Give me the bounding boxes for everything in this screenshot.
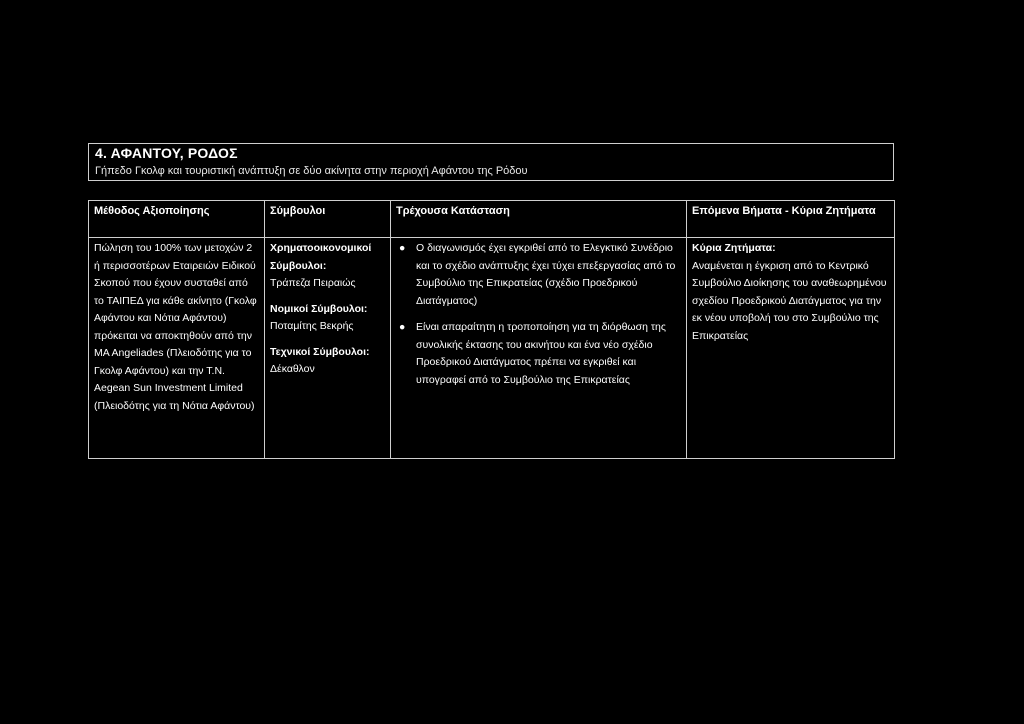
section-subtitle: Γήπεδο Γκολφ και τουριστική ανάπτυξη σε δύο ακίνητα στην περιοχή Αφάντου της Ρόδου <box>95 165 528 177</box>
column-header-next-steps: Επόμενα Βήματα - Κύρια Ζητήματα <box>687 201 895 238</box>
financial-advisors <box>270 240 385 293</box>
status-list <box>396 240 681 389</box>
technical-advisors <box>270 344 385 379</box>
status-text: Ο διαγωνισμός έχει εγκριθεί από το Ελεγκτικό Συνέδριο και το σχέδιο ανάπτυξης έχει τύχει επεξεργασίας από το Συμβούλιο της Επικρατείας (σχέδιο Προεδρικού Διατάγματος) <box>416 242 676 307</box>
project-table <box>88 200 895 459</box>
status-cell <box>391 238 687 459</box>
column-header-status: Τρέχουσα Κατάσταση <box>391 201 687 238</box>
advisor-label: Τεχνικοί Σύμβουλοι: <box>270 345 370 358</box>
section-title: 4. ΑΦΑΝΤΟΥ, ΡΟΔΟΣ <box>95 145 238 161</box>
bullet-icon: ● <box>399 321 406 333</box>
table-row <box>89 238 895 459</box>
column-header-method: Μέθοδος Αξιοποίησης <box>89 201 265 238</box>
bullet-icon: ● <box>399 242 406 254</box>
advisor-value: Ποταμίτης Βεκρής <box>270 320 354 332</box>
legal-advisors <box>270 301 385 336</box>
table-header-row <box>89 201 895 238</box>
next-steps-cell <box>687 238 895 459</box>
advisor-label: Χρηματοοικονομικοί Σύμβουλοι: <box>270 242 372 272</box>
next-steps-text: Αναμένεται η έγκριση από το Κεντρικό Συμβούλιο Διοίκησης του αναθεωρημένου σχεδίου Προεδρικού Διατάγματος για την εκ νέου υποβολή του στο Συμβούλιο της Επικρατείας <box>692 259 887 342</box>
advisors-cell <box>265 238 391 459</box>
list-item <box>396 319 681 389</box>
advisor-value: Τράπεζα Πειραιώς <box>270 277 356 289</box>
advisor-value: Δέκαθλον <box>270 363 315 375</box>
list-item <box>396 240 681 310</box>
status-text: Είναι απαραίτητη η τροποποίηση για τη διόρθωση της συνολικής έκτασης του ακινήτου και ένα νέο σχέδιο Προεδρικού Διατάγματος πρέπει να εγκριθεί και υπογραφεί από το Συμβούλιο της Επικρατείας <box>416 321 666 386</box>
advisor-label: Νομικοί Σύμβουλοι: <box>270 302 368 315</box>
section-header <box>88 143 894 181</box>
method-cell: Πώληση του 100% των μετοχών 2 ή περισσοτέρων Εταιρειών Ειδικού Σκοπού που έχουν συσταθεί από το ΤΑΙΠΕΔ για κάθε ακίνητο (Γκολφ Αφάντου και Νότια Αφάντου) πρόκειται να αποκτηθούν από την MA Angeliades (Πλειοδότης για το Γκολφ Αφάντου) και την Τ.Ν. Aegean Sun Investment Limited (Πλειοδότης για τη Νότια Αφάντου) <box>89 238 265 459</box>
column-header-advisors: Σύμβουλοι <box>265 201 391 238</box>
next-steps-label: Κύρια Ζητήματα: <box>692 242 776 254</box>
